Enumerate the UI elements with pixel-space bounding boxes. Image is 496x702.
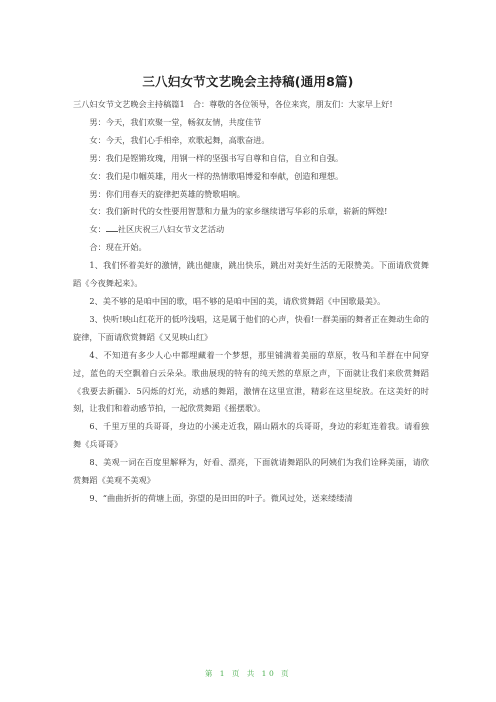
paragraph-11: 2、美不够的是咱中国的歌，唱不够的是咱中国的美，请欣赏舞蹈《中国歌最美》。 — [89, 295, 386, 306]
paragraph-15: 8、美观一词在百度里解释为，好看、漂亮，下面就请舞蹈队的阿姨们为我们诠释美丽，请欣赏舞蹈《美观不美观》 — [73, 457, 429, 486]
paragraph-13: 4、不知道有多少人心中都埋藏着一个梦想，那里铺满着美丽的草原，牧马和羊群在中间穿过，蓝色的天空飘着白云朵朵。歌曲展现的特有的纯天然的草原之声，下面就让我们来欣赏舞蹈《我要去新疆》．5闪烁的灯光，动感的舞蹈，激情在这里宣泄，精彩在这里绽放。在这美好的时刻，让我们和着动感节拍，一起欣赏舞蹈《摇摆歌》。 — [73, 349, 429, 414]
page-footer: 第 1 页 共 10 页 — [204, 669, 292, 678]
paragraph-1: 三八妇女节文艺晚会主持稿篇1 合：尊敬的各位领导，各位来宾，朋友们：大家早上好! — [73, 99, 393, 109]
paragraph-8-text: 社区庆祝三八妇女节文艺活动 — [117, 224, 225, 235]
paragraph-12: 3、快听!映山红花开的低吟浅唱，这是属于他们的心声，快看!一群美丽的舞者正在舞动生命的旋律，下面请欣赏舞蹈《又见映山红》 — [73, 313, 429, 342]
paragraph-9: 合：现在开始。 — [89, 242, 147, 253]
document-body — [73, 96, 429, 508]
paragraph-2: 男：今天，我们欢聚一堂，畅叙友情，共度佳节 — [89, 116, 262, 127]
paragraph-6: 男：你们用春天的旋律把英雄的赞歌唱响。 — [89, 188, 245, 199]
paragraph-16: 9、“曲曲折折的荷塘上面，弥望的是田田的叶子。微风过处，送来缕缕清 — [89, 492, 353, 503]
paragraph-4: 男：我们是铿锵玫瑰，用钢一样的坚强书写自尊和自信，自立和自强。 — [89, 152, 344, 163]
document-title: 三八妇女节文艺晚会主持稿(通用8篇) — [142, 74, 354, 89]
paragraph-5: 女：我们是巾帼英雄，用火一样的热情歌唱博爱和奉献，创造和理想。 — [89, 170, 344, 181]
blank-underline — [106, 223, 118, 232]
paragraph-8 — [73, 221, 429, 239]
paragraph-14: 6、千里万里的兵哥哥，身边的小溪走近我，隔山隔水的兵哥哥，身边的彩虹连着我。请看独舞《兵哥哥》 — [73, 421, 429, 450]
paragraph-7: 女：我们新时代的女性要用智慧和力量为的家乡继续谱写华彩的乐章，崭新的辉煌! — [89, 206, 388, 217]
paragraph-10: 1、我们怀着美好的激情，跳出健康，跳出快乐，跳出对美好生活的无限赞美。下面请欣赏舞蹈《今夜舞起来》。 — [73, 260, 429, 289]
paragraph-3: 女：今天，我们心手相牵，欢歌起舞，高歌奋进。 — [89, 134, 270, 145]
speaker-label: 女： — [89, 224, 106, 235]
